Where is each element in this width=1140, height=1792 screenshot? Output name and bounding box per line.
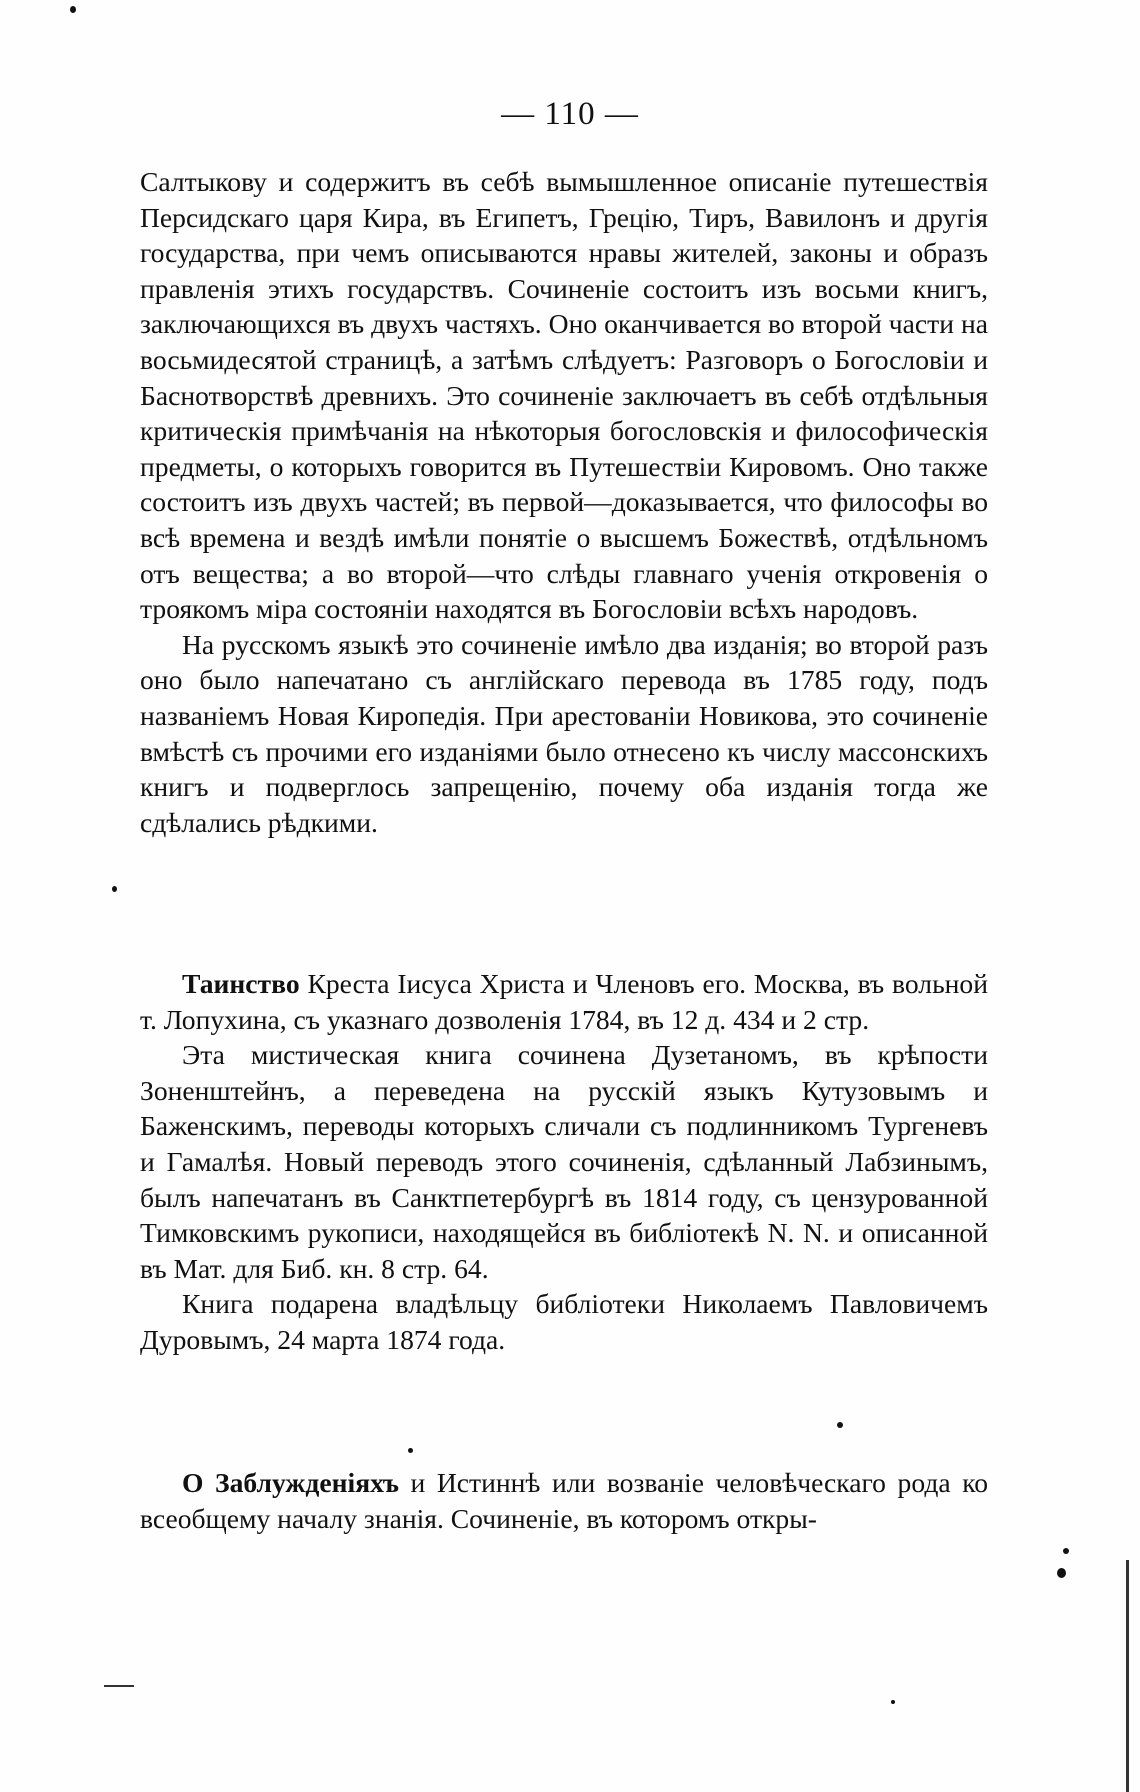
scan-speck [1063, 1548, 1069, 1554]
scan-speck [408, 1448, 413, 1453]
book-entry-title [140, 966, 988, 1037]
scan-speck [1057, 1568, 1066, 1578]
book-provenance-paragraph: Книга подарена владѣльцу библіотеки Николаемъ Павловичемъ Дуровымъ, 24 марта 1874 года. [140, 1288, 988, 1355]
section-kiropedia [140, 164, 988, 840]
scan-speck [70, 6, 76, 13]
book-title-keyword: О Заблужденіяхъ [182, 1467, 399, 1498]
scan-speck [112, 886, 117, 892]
scan-margin-mark [104, 1685, 134, 1687]
book-entry-title [140, 1465, 988, 1536]
section-zabluzhdeniya [140, 1465, 988, 1536]
kiropedia-editions-paragraph: На русскомъ языкѣ это сочиненіе имѣло два изданія; во второй разъ оно было напечатано съ англійскаго перевода въ 1785 году, подъ названіемъ Новая Киропедія. При арестованіи Новикова, это сочиненіе вмѣстѣ съ прочими его изданіями было отнесено къ числу массонскихъ книгъ и подверглось запрещенію, почему оба изданія тогда же сдѣлались рѣдкими. [140, 628, 988, 838]
book-description-paragraph: Эта мистическая книга сочинена Дузетаномъ, въ крѣпости Зоненштейнъ, а переведена на русскій языкъ Кутузовымъ и Баженскимъ, переводы которыхъ сличали съ подлинникомъ Тургеневъ и Гамалѣя. Новый переводъ этого сочиненія, сдѣланный Лабзинымъ, былъ напечатанъ въ Санктпетербургѣ въ 1814 году, съ цензурованной Тимковскимъ рукописи, находящейся въ библіотекѣ N. N. и описанной въ Мат. для Биб. кн. 8 стр. 64. [140, 1039, 988, 1284]
scan-speck [837, 1422, 843, 1428]
book-title-details: Креста Іисуса Христа и Членовъ его. Москва, въ вольной т. Лопухина, съ указнаго дозволенія 1784, въ 12 д. 434 и 2 стр. [140, 968, 988, 1035]
kiropedia-description-paragraph: Салтыкову и содержитъ въ себѣ вымышленное описаніе путешествія Персидскаго царя Кира, въ Египетъ, Грецію, Тиръ, Вавилонъ и другія государства, при чемъ описываются нравы жителей, законы и образъ правленія этихъ государствъ. Сочиненіе состоитъ изъ восьми книгъ, заключающихся въ двухъ частяхъ. Оно оканчивается во второй части на восьмидесятой страницѣ, а затѣмъ слѣдуетъ: Разговоръ о Богословіи и Баснотворствѣ древнихъ. Это сочиненіе заключаетъ въ себѣ отдѣльныя критическія примѣчанія на нѣкоторыя богословскія и философическія предметы, о которыхъ говорится въ Путешествіи Кировомъ. Оно также состоитъ изъ двухъ частей; въ первой—доказывается, что философы во всѣ времена и вездѣ имѣли понятіе о высшемъ Божествѣ, отдѣльномъ отъ вещества; а во второй—что слѣды главнаго ученія откровенія о троякомъ міра состояніи находятся въ Богословіи всѣхъ народовъ. [140, 166, 988, 625]
book-title-details: и Истиннѣ или возваніе человѣческаго рода ко всеобщему началу знанія. Сочиненіе, въ которомъ откры- [140, 1467, 988, 1534]
scan-speck [891, 1700, 895, 1704]
book-title-keyword: Таинство [182, 968, 300, 999]
scan-edge-shadow [1126, 1560, 1129, 1792]
page-number: — 110 — [501, 96, 639, 132]
section-tainstvo-kresta [140, 966, 988, 1358]
